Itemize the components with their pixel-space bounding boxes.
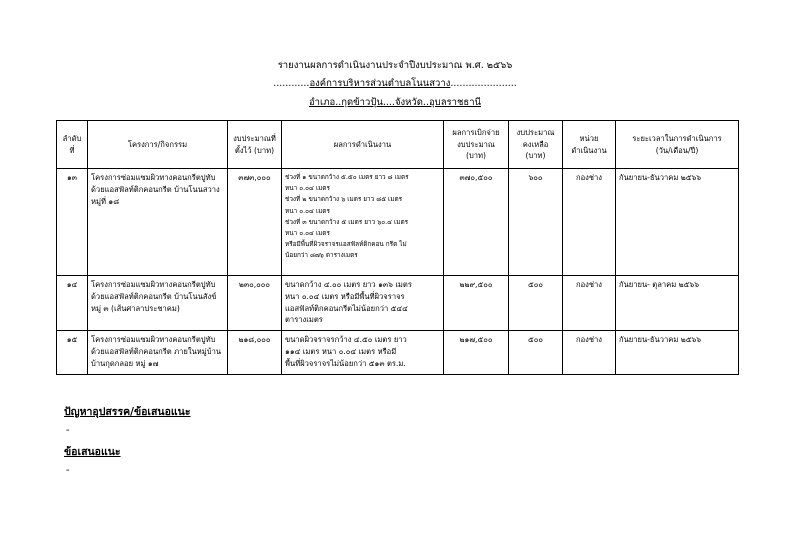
report-table bbox=[56, 120, 739, 375]
result-line: ขนาดผิวจราจรกว้าง ๔.๕๐ เมตร ยาว bbox=[285, 335, 407, 344]
col-header-period: ระยะเวลาในการดำเนินการ (วัน/เดือน/ปี) bbox=[616, 121, 739, 169]
result-line: ขนาดกว้าง ๔.๐๐ เมตร ยาว ๑๓๖ เมตร bbox=[285, 280, 412, 289]
result-line: ช่วงที่ ๓ ขนาดกว้าง ๕ เมตร ยาว ๖๐.๔ เมตร bbox=[285, 217, 409, 226]
result-line: หนา ๐.๐๔ เมตร bbox=[285, 229, 330, 238]
result-line: หรือมีพื้นที่ผิวจราจรแอสฟัลท์ติกคอน กรีต ไม่ bbox=[285, 240, 407, 249]
result-line: แอสฟัลท์ติกคอนกรีตไม่น้อยกว่า ๕๔๔ bbox=[285, 303, 408, 313]
cell-budget: ๒๓๐,๐๐๐ bbox=[228, 276, 282, 331]
result-line: น้อยกว่า ๘๗๖ ตารางเมตร bbox=[285, 251, 358, 260]
result-line: หนา ๐.๐๔ เมตร bbox=[285, 206, 330, 215]
col-header-remaining: งบประมาณ คงเหลือ (บาท) bbox=[509, 121, 563, 169]
org-prefix-dots: ............ bbox=[273, 78, 310, 89]
cell-no: ๑๔ bbox=[57, 276, 88, 331]
col-header-project: โครงการ/กิจกรรม bbox=[88, 121, 228, 169]
result-line: พื้นที่ผิวจราจรไม่น้อยกว่า ๕๑๓ ตร.ม. bbox=[285, 358, 406, 368]
cell-budget: ๒๑๘,๐๐๐ bbox=[228, 331, 282, 375]
col-header-result: ผลการดำเนินงาน bbox=[282, 121, 444, 169]
cell-period: กันยายน- ตุลาคม ๒๕๖๖ bbox=[616, 276, 739, 331]
cell-project: โครงการซ่อมแซมผิวทางคอนกรีตปูทับด้วยแอสฟัลท์ติกคอนกรีต ภายในหมู่บ้าน บ้านกุดกลอย หมู่ ๑๗ bbox=[88, 331, 228, 375]
cell-period: กันยายน-ธันวาคม ๒๕๖๖ bbox=[616, 331, 739, 375]
cell-unit: กองช่าง bbox=[563, 276, 616, 331]
cell-spent: ๒๒๙,๕๐๐ bbox=[444, 276, 509, 331]
cell-period: กันยายน-ธันวาคม ๒๕๖๖ bbox=[616, 169, 739, 276]
table-row bbox=[57, 331, 739, 375]
suggestions-text: - bbox=[66, 465, 70, 476]
table-header-row bbox=[57, 121, 739, 169]
suggestions-heading: ข้อเสนอแนะ bbox=[64, 446, 121, 458]
problems-text: - bbox=[66, 425, 70, 436]
location-line: อำเภอ..กุดข้าวปุ้น....จังหวัด..อุบลราชธานี bbox=[308, 97, 482, 108]
result-line: หนา ๐.๐๔ เมตร หรือมีพื้นที่ผิวจราจร bbox=[285, 291, 405, 301]
cell-project: โครงการซ่อมแซมผิวทางคอนกรีตปูทับด้วยแอสฟัลท์ติกคอนกรีต บ้านโนนสวาง หมู่ที่ ๑๘ bbox=[88, 169, 228, 276]
org-name: องค์การบริหารส่วนตำบลโนนสวาง bbox=[309, 78, 451, 89]
cell-result bbox=[282, 169, 444, 276]
cell-budget: ๓๗๓,๐๐๐ bbox=[228, 169, 282, 276]
cell-spent: ๒๑๗,๕๐๐ bbox=[444, 331, 509, 375]
result-line: ๑๑๔ เมตร หนา ๐.๐๔ เมตร หรือมี bbox=[285, 346, 397, 356]
cell-result bbox=[282, 276, 444, 331]
cell-remaining: ๖๐๐ bbox=[509, 169, 563, 276]
col-header-budget: งบประมาณที่ ตั้งไว้ (บาท) bbox=[228, 121, 282, 169]
problems-heading: ปัญหาอุปสรรค/ข้อเสนอแนะ bbox=[64, 406, 191, 418]
cell-no: ๑๕ bbox=[57, 331, 88, 375]
cell-remaining: ๕๐๐ bbox=[509, 276, 563, 331]
cell-unit: กองช่าง bbox=[563, 169, 616, 276]
col-header-spent: ผลการเบิกจ่าย งบประมาณ (บาท) bbox=[444, 121, 509, 169]
org-suffix-dots: ...................... bbox=[450, 78, 517, 89]
result-line: ช่วงที่ ๒ ขนาดกว้าง ๖ เมตร ยาว ๘๕ เมตร bbox=[285, 195, 403, 204]
col-header-unit: หน่วย ดำเนินงาน bbox=[563, 121, 616, 169]
result-line: หนา ๐.๐๔ เมตร bbox=[285, 184, 330, 193]
cell-unit: กองช่าง bbox=[563, 331, 616, 375]
report-title: รายงานผลการดำเนินงานประจำปีงบประมาณ พ.ศ. ๒๕๖๖ bbox=[277, 60, 513, 71]
col-header-no: ลำดับ ที่ bbox=[57, 121, 88, 169]
cell-no: ๑๓ bbox=[57, 169, 88, 276]
cell-project: โครงการซ่อมแซมผิวทางคอนกรีตปูทับด้วยแอสฟัลท์ติกคอนกรีต บ้านโนนสังข์ หมู่ ๓ (เส้นศาลาประชาคม) bbox=[88, 276, 228, 331]
cell-result bbox=[282, 331, 444, 375]
table-row bbox=[57, 169, 739, 276]
org-line bbox=[0, 76, 790, 91]
result-line: ตารางเมตร bbox=[285, 315, 323, 325]
cell-spent: ๓๗๐,๕๐๐ bbox=[444, 169, 509, 276]
cell-remaining: ๕๐๐ bbox=[509, 331, 563, 375]
table-row bbox=[57, 276, 739, 331]
result-line: ช่วงที่ ๑ ขนาดกว้าง ๕.๕๐ เมตร ยาว ๘ เมตร bbox=[285, 173, 409, 181]
